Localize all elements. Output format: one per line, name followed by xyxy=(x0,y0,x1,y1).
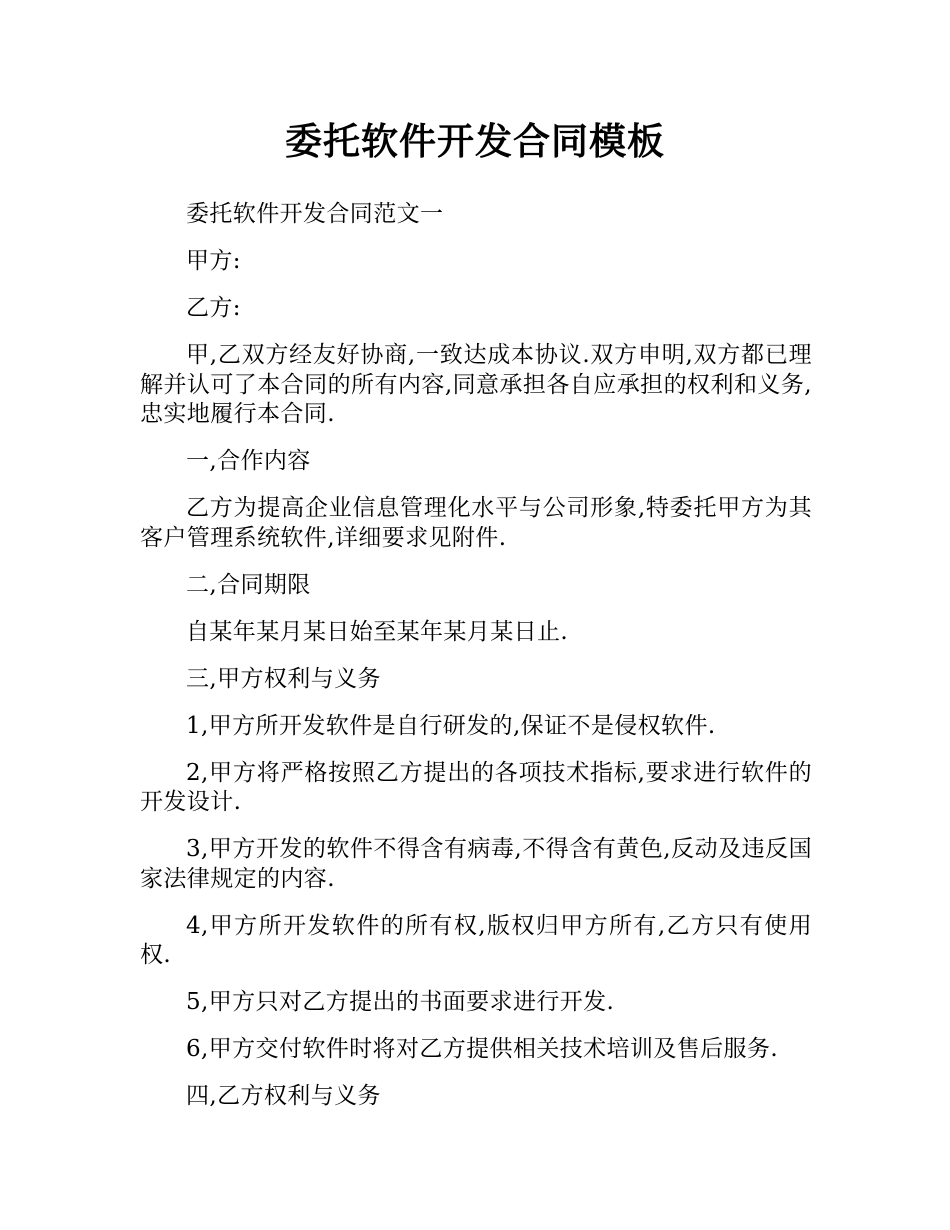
list-item: 5,甲方只对乙方提出的书面要求进行开发. xyxy=(186,989,615,1015)
section-heading: 三,甲方权利与义务 xyxy=(186,665,381,692)
paragraph: 自某年某月某日始至某年某月某日止. xyxy=(186,618,569,645)
paragraph: 甲,乙双方经友好协商,一致达成本协议.双方申明,双方都已理解并认可了本合同的所有内容,同意承担各自应承担的权利和义务,忠实地履行本合同. xyxy=(140,342,812,427)
paragraph: 甲方: xyxy=(186,248,241,274)
paragraph: 乙方: xyxy=(186,295,241,321)
list-item: 1,甲方所开发软件是自行研发的,保证不是侵权软件. xyxy=(186,712,716,739)
section-heading: 一,合作内容 xyxy=(186,448,311,474)
list-item: 4,甲方所开发软件的所有权,版权归甲方所有,乙方只有使用权. xyxy=(140,912,812,968)
paragraph: 乙方为提高企业信息管理化水平与公司形象,特委托甲方为其客户管理系统软件,详细要求见附件. xyxy=(140,495,812,551)
document-body xyxy=(140,200,812,1129)
list-item: 3,甲方开发的软件不得含有病毒,不得含有黄色,反动及违反国家法律规定的内容. xyxy=(140,836,812,892)
section-heading: 四,乙方权利与义务 xyxy=(186,1083,381,1109)
list-item: 2,甲方将严格按照乙方提出的各项技术指标,要求进行软件的开发设计. xyxy=(140,759,812,815)
document-title: 委托软件开发合同模板 xyxy=(285,120,665,163)
paragraph: 委托软件开发合同范文一 xyxy=(186,201,444,227)
list-item: 6,甲方交付软件时将对乙方提供相关技术培训及售后服务. xyxy=(186,1036,779,1062)
section-heading: 二,合同期限 xyxy=(186,571,311,598)
